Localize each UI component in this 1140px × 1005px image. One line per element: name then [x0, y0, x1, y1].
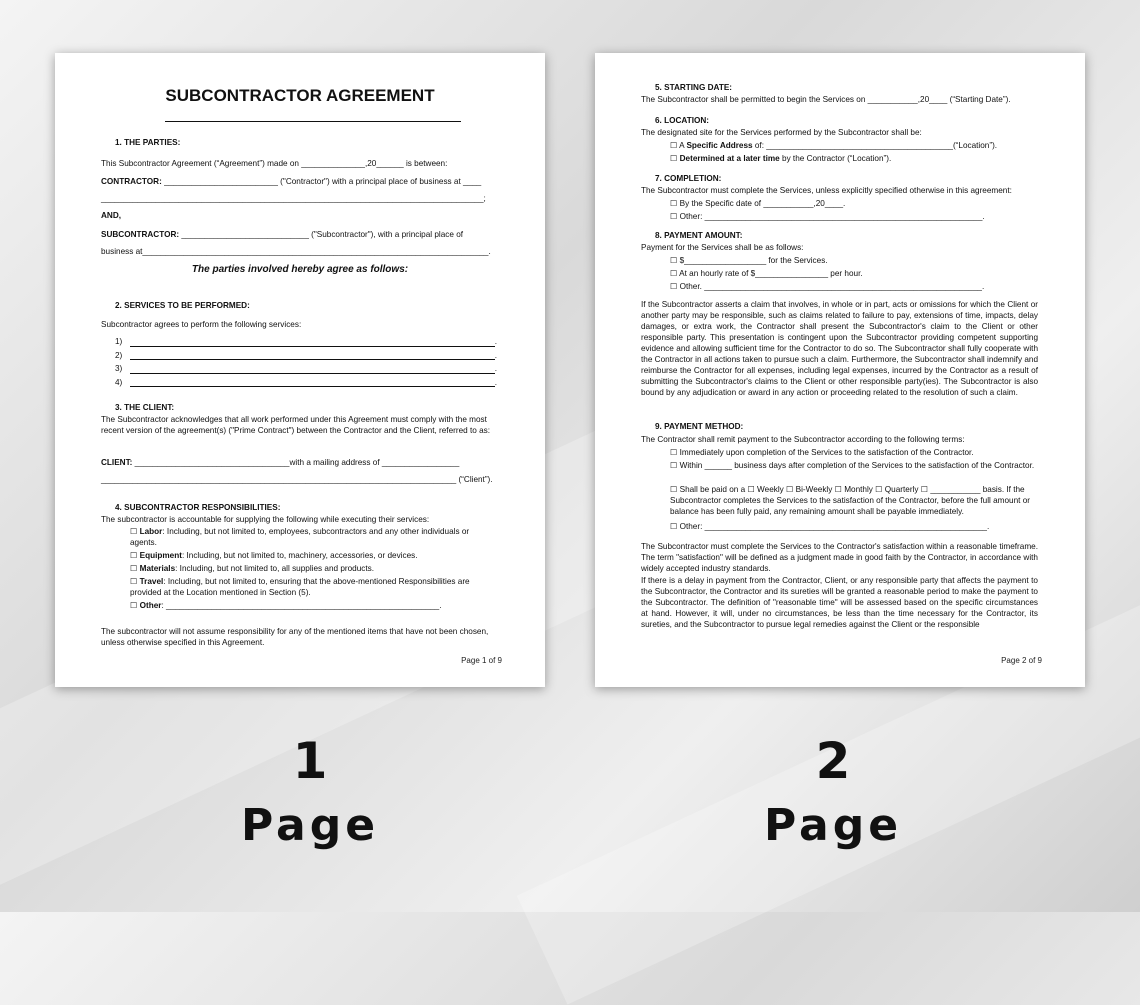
section-heading: 1. THE PARTIES:: [115, 138, 181, 147]
checkbox-item: ☐ Immediately upon completion of the Services to the satisfaction of the Contractor.: [670, 448, 974, 457]
section-heading: 5. STARTING DATE:: [655, 83, 733, 92]
section-heading: 9. PAYMENT METHOD:: [655, 422, 744, 431]
checkbox-item: ☐ Other. _____________________________________________________________.: [670, 282, 985, 291]
section-heading: 4. SUBCONTRACTOR RESPONSIBILITIES:: [115, 503, 281, 512]
checkbox-item: ☐ Other: ______________________________________________________________.: [670, 522, 990, 531]
section-heading: 3. THE CLIENT:: [115, 403, 175, 412]
checkbox[interactable]: ☐: [130, 551, 138, 560]
checkbox-item: ☐ $__________________ for the Services.: [670, 256, 828, 265]
item-number: 1): [115, 337, 123, 346]
section-heading: 2. SERVICES TO BE PERFORMED:: [115, 301, 250, 310]
and-label: AND,: [101, 211, 122, 220]
list-item: 4) .: [115, 377, 497, 391]
checkbox[interactable]: ☐: [670, 154, 678, 163]
paragraph: If there is a delay in payment from the Contractor, Client, or any responsible party that affects the payment to the Subcontractor, the Contractor and its sureties will be granted a reasonable period to make the payment to the Subcontractor. The definition of "reasonable time" will be assessed based on the specific circumstances at hand. However, it will, under no circumstances, be less than the time necessary for the Contractor, its sureties, and the Subcontractor to pursue legal remedies against the Client or the responsible: [641, 576, 1038, 629]
checkbox[interactable]: ☐: [130, 564, 138, 573]
checkbox[interactable]: ☐: [130, 577, 138, 586]
item-number: 3): [115, 364, 123, 373]
page-number: Page 1 of 9: [461, 656, 502, 665]
title-underline: [165, 121, 461, 122]
responsibility-list: [130, 526, 496, 611]
contractor-line: CONTRACTOR: _________________________ ("Contractor") with a principal place of business at ____: [101, 177, 482, 186]
paragraph: The subcontractor is accountable for supplying the following while executing their services:: [101, 515, 430, 524]
checkbox-item-later: ☐ Determined at a later time by the Contractor (“Location”).: [670, 154, 892, 163]
checkbox-item: ☐ By the Specific date of ___________,20____.: [670, 199, 846, 208]
paragraph: The Subcontractor acknowledges that all work performed under this Agreement must comply with the most recent version of the agreement(s) ("Prime Contract") between the Contractor and the Client, referred to as:: [101, 415, 490, 435]
checkbox-item: ☐ Other: _____________________________________________________________.: [670, 212, 985, 221]
checkbox-item-travel: ☐ Travel: Including, but not limited to, ensuring that the above-mentioned Responsibilities are provided at the Location mentioned in Section (5).: [130, 577, 470, 597]
business-line: business at____________________________________________________________________________.: [101, 247, 491, 256]
section-heading: 6. LOCATION:: [655, 116, 709, 125]
checkbox-item-equipment: ☐ Equipment: Including, but not limited to, machinery, accessories, or devices.: [130, 551, 418, 560]
checkbox-item: ☐ Within ______ business days after completion of the Services to the satisfaction of the Contractor.: [670, 461, 1035, 470]
paragraph: The Subcontractor shall be permitted to begin the Services on ___________,20____ (“Starting Date”).: [641, 95, 1011, 104]
paragraph: The subcontractor will not assume responsibility for any of the mentioned items that have not been chosen, unless otherwise specified in this Agreement.: [101, 627, 489, 647]
paragraph: The Contractor shall remit payment to the Subcontractor according to the following terms:: [641, 435, 965, 444]
page-number: Page 2 of 9: [1001, 656, 1042, 665]
blank-line: ____________________________________________________________________________________;: [101, 194, 486, 203]
section-heading: 7. COMPLETION:: [655, 174, 722, 183]
list-item: 1) .: [115, 336, 497, 350]
checkbox-item-materials: ☐ Materials: Including, but not limited to, all supplies and products.: [130, 564, 375, 573]
paragraph: This Subcontractor Agreement (“Agreement”) made on ______________,20______ is between:: [101, 159, 448, 168]
checkbox-item-labor: ☐ Labor: Including, but not limited to, employees, subcontractors and any other individuals or agents.: [130, 527, 470, 547]
page-title: SUBCONTRACTOR AGREEMENT: [165, 86, 435, 105]
checkbox-item-specific-address: ☐ A Specific Address of: _________________________________________(“Location”).: [670, 141, 998, 150]
client-line: CLIENT: __________________________________with a mailing address of _________________: [101, 458, 460, 467]
paragraph: The Subcontractor must complete the Services, unless explicitly specified otherwise in this agreement:: [641, 186, 1012, 195]
list-item: 3) .: [115, 363, 497, 377]
document-page-2: [595, 53, 1085, 687]
page-word-label: Page: [763, 800, 903, 851]
page-word-label: Page: [240, 800, 380, 851]
item-number: 4): [115, 377, 123, 387]
checkbox-item: ☐ At an hourly rate of $________________ per hour.: [670, 269, 863, 278]
checkbox[interactable]: ☐: [130, 601, 138, 610]
client-line-2: ______________________________________________________________________________ (“Client”).: [101, 475, 493, 484]
services-list: [115, 336, 497, 390]
paragraph: The Subcontractor must complete the Services to the Contractor's satisfaction within a reasonable timeframe. The term "satisfaction" will be defined as a judgment made in good faith by the Contractor, in accordance with widely accepted industry standards.: [641, 542, 1038, 573]
paragraph: The designated site for the Services performed by the Subcontractor shall be:: [641, 128, 922, 137]
document-page-1: [55, 53, 545, 687]
paragraph: Payment for the Services shall be as follows:: [641, 243, 804, 252]
paragraph: Subcontractor agrees to perform the following services:: [101, 320, 302, 329]
item-number: 2): [115, 350, 123, 360]
section-heading: 8. PAYMENT AMOUNT:: [655, 231, 743, 240]
page-number-label: 2: [815, 732, 851, 790]
checkbox[interactable]: ☐: [130, 527, 138, 536]
page-number-label: 1: [292, 732, 328, 790]
checkbox-item-other: ☐ Other: ____________________________________________________________.: [130, 601, 442, 610]
agreement-statement: The parties involved hereby agree as follows:: [191, 264, 409, 275]
paragraph: If the Subcontractor asserts a claim that involves, in whole or in part, acts or omissions for which the Client or another party may be responsible, such as claims related to failure to pay, extensions of time, impacts, delay damages, or extra work, the Contractor shall present the Subcontractor's claim to the Client or other responsible party. This presentation is contingent upon the Subcontractor providing competent supporting evidence and allowing sufficient time for the Contractor to do so. The Subcontractor shall fully cooperate with the Contractor in all actions taken to pursue such a claim. Furthermore, the Subcontractor shall indemnify and reimburse the Contractor for all expenses, including legal expenses, incurred by the Contractor as a result of submitting the Subcontractor's claims to the Client or other responsible party(ies). The Subcontractor is also bound by any adjudication or award in any action or proceeding related to the resolution of such a claim.: [641, 300, 1038, 397]
list-item: 2) .: [115, 350, 497, 364]
subcontractor-line: SUBCONTRACTOR: ____________________________ ("Subcontractor"), with a principal place of: [101, 230, 464, 239]
checkbox-item: ☐ Shall be paid on a ☐ Weekly ☐ Bi-Weekly ☐ Monthly ☐ Quarterly ☐ ___________ basis. If the Subcontractor completes the Services to the satisfaction of the Contractor, before the full amount or balance has been fully paid, any remaining amount shall be payable immediately.: [670, 485, 1030, 516]
